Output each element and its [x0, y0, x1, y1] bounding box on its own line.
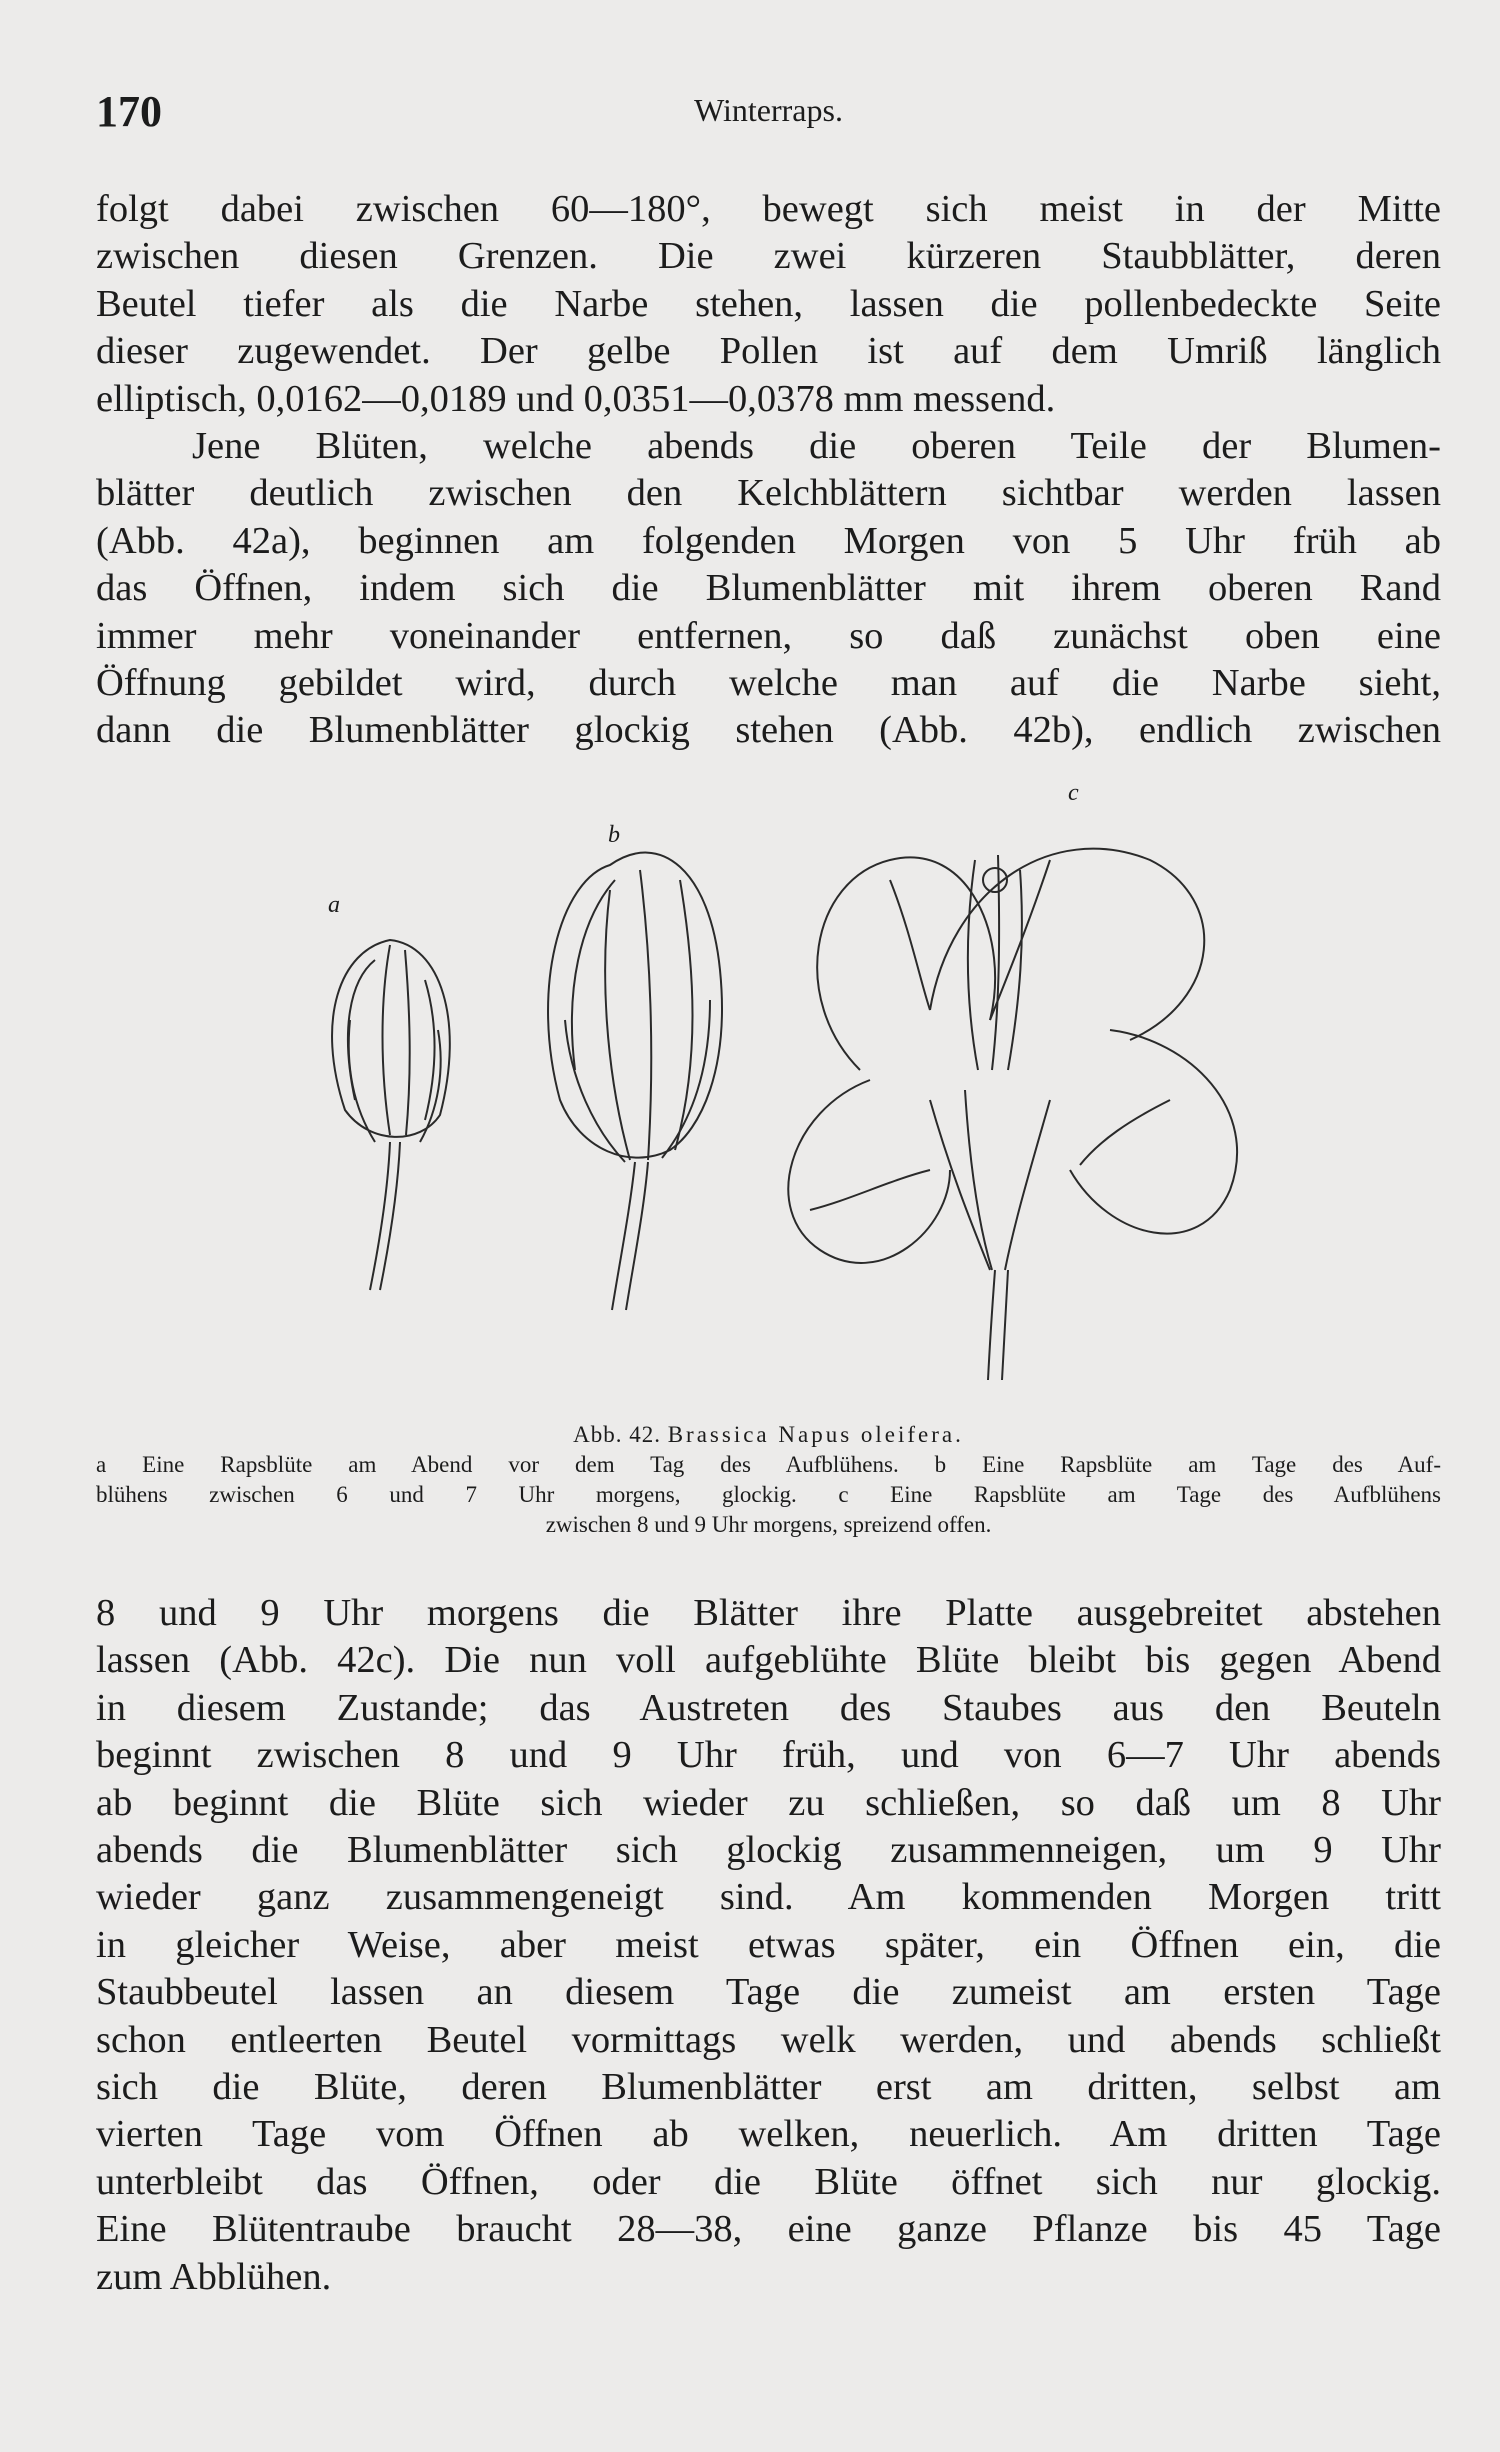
- bud-bell-drawing: [548, 853, 722, 1310]
- text-line: Jene Blüten, welche abends die oberen Teile der Blumen-: [192, 425, 1441, 468]
- flower-open-drawing: [788, 849, 1237, 1380]
- text-line: (Abb. 42a), beginnen am folgenden Morgen von 5 Uhr früh ab: [96, 519, 1441, 562]
- text-line: dann die Blumenblätter glockig stehen (Abb. 42b), endlich zwischen: [96, 709, 1441, 752]
- text-line: ab beginnt die Blüte sich wieder zu schließen, so daß um 8 Uhr: [96, 1781, 1441, 1824]
- text-line: in diesem Zustande; das Austreten des Staubes aus den Beuteln: [96, 1686, 1441, 1729]
- caption-line: a Eine Rapsblüte am Abend vor dem Tag des Aufblühens. b Eine Rapsblüte am Tage des Auf-: [96, 1452, 1441, 1477]
- text-line: zum Abblühen.: [96, 2255, 332, 2298]
- figure-label-c: c: [1068, 780, 1079, 806]
- flower-illustration: [230, 770, 1300, 1410]
- figure-caption: [96, 1420, 1441, 1540]
- text-line: unterbleibt das Öffnen, oder die Blüte öffnet sich nur glockig.: [96, 2160, 1441, 2203]
- text-line: beginnt zwischen 8 und 9 Uhr früh, und von 6—7 Uhr abends: [96, 1734, 1441, 1777]
- caption-line: blühens zwischen 6 und 7 Uhr morgens, glockig. c Eine Rapsblüte am Tage des Aufblühens: [96, 1482, 1441, 1507]
- text-line: in gleicher Weise, aber meist etwas später, ein Öffnen ein, die: [96, 1923, 1441, 1966]
- caption-line: zwischen 8 und 9 Uhr morgens, spreizend offen.: [545, 1512, 992, 1537]
- text-line: Öffnung gebildet wird, durch welche man auf die Narbe sieht,: [96, 662, 1441, 705]
- text-block-bottom: [96, 1590, 1441, 2301]
- page-header: [96, 86, 1441, 146]
- text-line: Staubbeutel lassen an diesem Tage die zumeist am ersten Tage: [96, 1971, 1441, 2014]
- text-line: lassen (Abb. 42c). Die nun voll aufgeblühte Blüte bleibt bis gegen Abend: [96, 1639, 1441, 1682]
- text-line: zwischen diesen Grenzen. Die zwei kürzeren Staubblätter, deren: [96, 235, 1441, 278]
- text-line: elliptisch, 0,0162—0,0189 und 0,0351—0,0378 mm messend.: [96, 377, 1056, 420]
- text-line: blätter deutlich zwischen den Kelchblättern sichtbar werden lassen: [96, 472, 1441, 515]
- text-line: 8 und 9 Uhr morgens die Blätter ihre Platte ausgebreitet abstehen: [96, 1592, 1441, 1634]
- text-line: Beutel tiefer als die Narbe stehen, lassen die pollenbedeckte Seite: [96, 282, 1441, 325]
- text-line: immer mehr voneinander entfernen, so daß zunächst oben eine: [96, 614, 1441, 657]
- text-line: vierten Tage vom Öffnen ab welken, neuerlich. Am dritten Tage: [96, 2113, 1441, 2156]
- bud-closed-drawing: [332, 940, 450, 1290]
- text-line: Eine Blütentraube braucht 28—38, eine ganze Pflanze bis 45 Tage: [96, 2208, 1441, 2251]
- text-line: dieser zugewendet. Der gelbe Pollen ist auf dem Umriß länglich: [96, 330, 1441, 373]
- text-line: abends die Blumenblätter sich glockig zusammenneigen, um 9 Uhr: [96, 1829, 1441, 1872]
- figure-label-a: a: [328, 892, 340, 918]
- figure-42: [230, 770, 1300, 1410]
- text-line: das Öffnen, indem sich die Blumenblätter mit ihrem oberen Rand: [96, 567, 1441, 610]
- caption-title: Abb. 42. Brassica Napus oleifera.: [573, 1422, 964, 1447]
- text-block-top: [96, 186, 1441, 755]
- text-line: folgt dabei zwischen 60—180°, bewegt sich meist in der Mitte: [96, 188, 1441, 230]
- figure-label-b: b: [608, 822, 620, 848]
- text-line: schon entleerten Beutel vormittags welk werden, und abends schließt: [96, 2018, 1441, 2061]
- text-line: wieder ganz zusammengeneigt sind. Am kommenden Morgen tritt: [96, 1876, 1441, 1919]
- running-head: Winterraps.: [694, 92, 843, 128]
- page-number: 170: [96, 87, 162, 136]
- text-line: sich die Blüte, deren Blumenblätter erst am dritten, selbst am: [96, 2066, 1441, 2109]
